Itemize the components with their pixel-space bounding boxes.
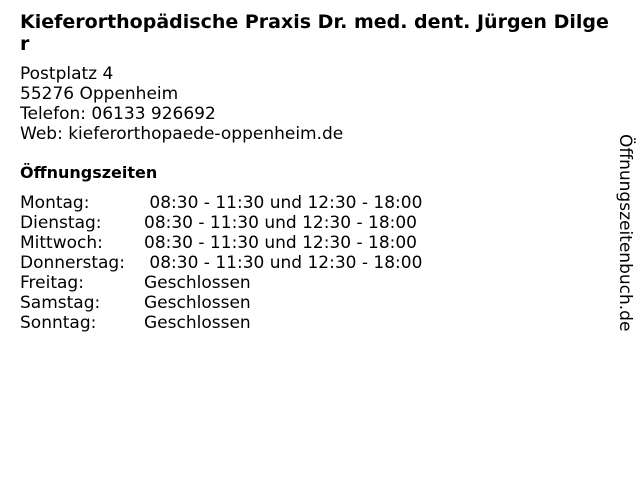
phone-number: Telefon: 06133 926692 <box>20 104 216 124</box>
hours-row-friday <box>20 273 422 293</box>
hours-row-saturday <box>20 293 422 313</box>
opening-hours-heading: Öffnungszeiten <box>20 163 158 182</box>
day-label: Montag: <box>20 193 90 213</box>
hours-row-wednesday <box>20 233 422 253</box>
hours-row-sunday <box>20 313 422 333</box>
street-address: Postplatz 4 <box>20 64 114 84</box>
time-value: Geschlossen <box>144 293 251 313</box>
source-watermark: Öffnungszeitenbuch.de <box>615 134 635 332</box>
hours-row-monday <box>20 193 422 213</box>
time-value: 08:30 - 11:30 und 12:30 - 18:00 <box>144 253 423 273</box>
time-value: Geschlossen <box>144 313 251 333</box>
time-value: 08:30 - 11:30 und 12:30 - 18:00 <box>144 213 417 233</box>
website-link: Web: kieferorthopaede-oppenheim.de <box>20 124 344 144</box>
hours-row-thursday <box>20 253 422 273</box>
practice-title: Kieferorthopädische Praxis Dr. med. dent. Jürgen Dilger <box>20 11 609 55</box>
day-label: Dienstag: <box>20 213 102 233</box>
day-label: Freitag: <box>20 273 84 293</box>
time-value: Geschlossen <box>144 273 251 293</box>
day-label: Donnerstag: <box>20 253 125 273</box>
day-label: Sonntag: <box>20 313 97 333</box>
postal-city: 55276 Oppenheim <box>20 84 179 104</box>
day-label: Samstag: <box>20 293 101 313</box>
day-label: Mittwoch: <box>20 233 103 253</box>
time-value: 08:30 - 11:30 und 12:30 - 18:00 <box>144 193 423 213</box>
address-block <box>20 64 343 144</box>
opening-hours-list <box>20 193 422 333</box>
hours-row-tuesday <box>20 213 422 233</box>
time-value: 08:30 - 11:30 und 12:30 - 18:00 <box>144 233 417 253</box>
